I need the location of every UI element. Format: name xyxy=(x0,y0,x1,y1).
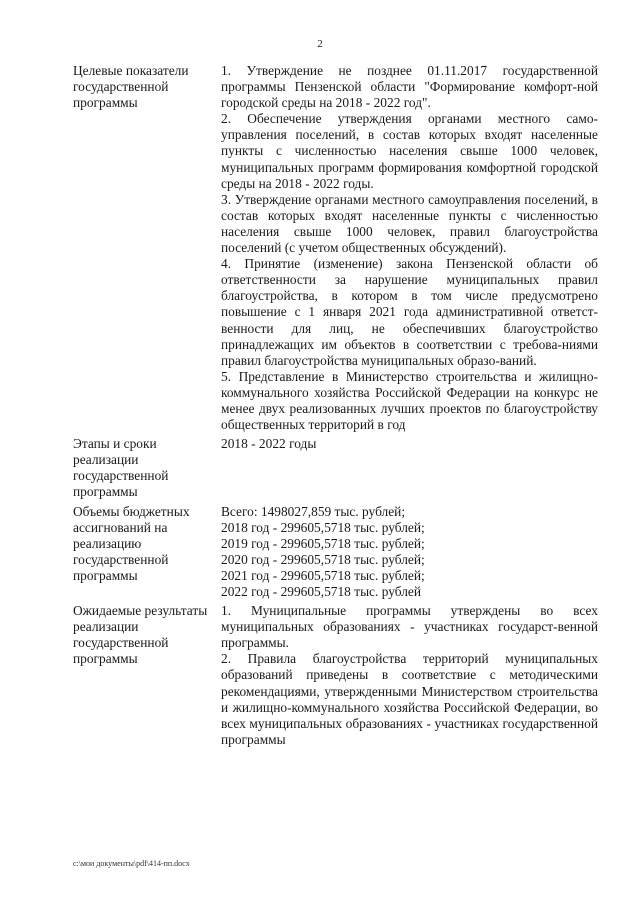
expected-result-paragraph: 1. Муниципальные программы утверждены во всех муниципальных образованиях - участниках государст-венной программы. xyxy=(221,603,598,651)
row-content xyxy=(221,436,598,500)
row-content xyxy=(221,504,598,601)
target-indicator-paragraph: 5. Представление в Министерство строительства и жилищно-коммунального хозяйства Российской Федерации на конкурс не менее двух реализованных лучших проектов по благоустройству общественных территорий в год xyxy=(221,368,598,433)
budget-line: 2022 год - 299605,5718 тыс. рублей xyxy=(221,584,422,599)
table-row xyxy=(73,63,598,433)
target-indicator-paragraph: 4. Принятие (изменение) закона Пензенской области об ответственности за нарушение муниципальных правил благоустройства, в котором в том числе предусмотрено повышение с 1 января 2021 года административной ответст-венности для лиц, не обеспечивших благоустройство принадлежащих им объектов в соответствии с требова-ниями правил благоустройства муниципальных образо-ваний. xyxy=(221,256,598,368)
page-number: 2 xyxy=(317,38,323,50)
budget-line: 2018 год - 299605,5718 тыс. рублей; xyxy=(221,519,425,535)
target-indicator-paragraph: 3. Утверждение органами местного самоуправления поселений, в состав которых входят населенные пункты с численностью населения свыше 1000 человек, правил благоустройства поселений (с учетом общественных обсуждений). xyxy=(221,191,598,256)
budget-line: 2021 год - 299605,5718 тыс. рублей; xyxy=(221,567,425,583)
row-label: Ожидаемые результаты реализации государственной программы xyxy=(73,603,208,667)
program-passport-table xyxy=(73,63,598,748)
budget-line: 2020 год - 299605,5718 тыс. рублей; xyxy=(221,551,425,567)
row-label: Целевые показатели государственной программы xyxy=(73,63,189,111)
row-content xyxy=(221,603,598,748)
timeline-line: 2018 - 2022 годы xyxy=(221,436,317,452)
expected-result-paragraph: 2. Правила благоустройства территорий муниципальных образований приведены в соответствие с методическими рекомендациями, утвержденными Министерством строительства и жилищно-коммунального хозяйства Российской Федерации, во всех муниципальных образованиях - участниках государственной программы xyxy=(221,651,598,747)
row-label: Этапы и сроки реализации государственной программы xyxy=(73,436,169,500)
table-row xyxy=(73,504,598,601)
budget-line: Всего: 1498027,859 тыс. рублей; xyxy=(221,503,406,519)
row-content xyxy=(221,63,598,433)
target-indicator-paragraph: 1. Утверждение не позднее 01.11.2017 государственной программы Пензенской области "Формирование комфорт-ной городской среды на 2018 - 2022 год". xyxy=(221,63,598,111)
footer-file-path: c:\мои документы\pdf\414-пп.docx xyxy=(73,859,190,868)
row-label: Объемы бюджетных ассигнований на реализацию государственной программы xyxy=(73,503,190,583)
budget-line: 2019 год - 299605,5718 тыс. рублей; xyxy=(221,535,425,551)
table-row xyxy=(73,436,598,500)
target-indicator-paragraph: 2. Обеспечение утверждения органами местного само-управления поселений, в состав которых входят населенные пункты с численностью населения свыше 1000 человек, муниципальных программ формирования комфортной городской среды на 2018 - 2022 годы. xyxy=(221,111,598,191)
table-row xyxy=(73,603,598,748)
